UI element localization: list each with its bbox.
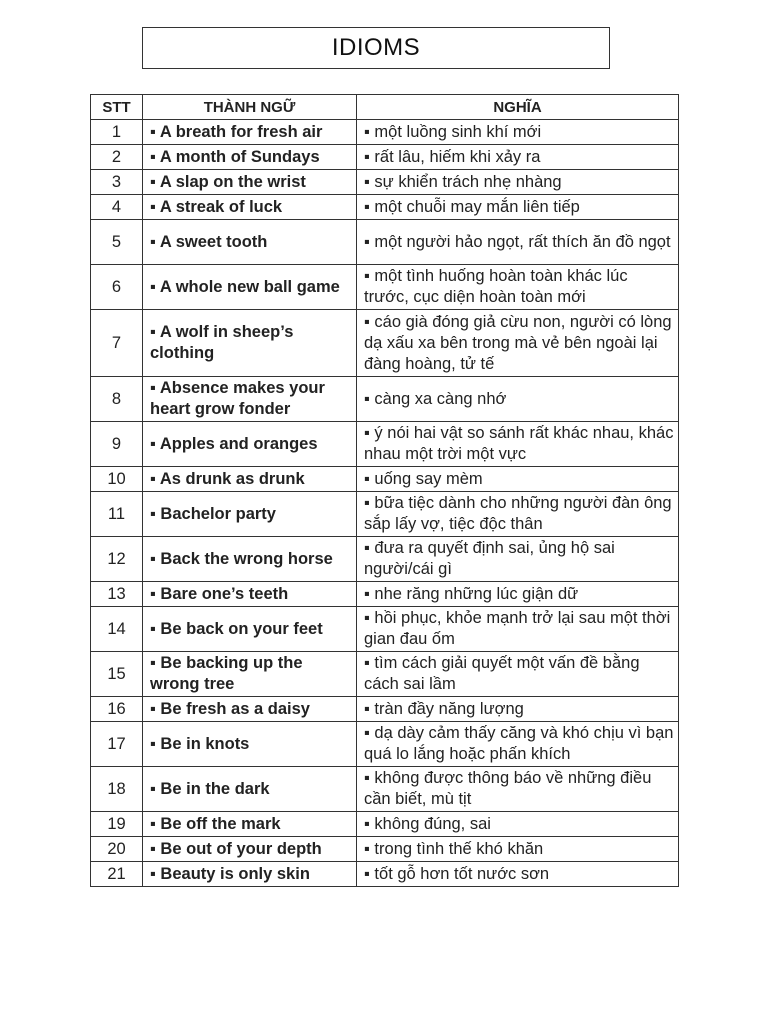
row-number: 21 xyxy=(91,862,143,887)
row-number: 13 xyxy=(91,582,143,607)
idiom-meaning: ▪ không được thông báo về những điều cần biết, mù tịt xyxy=(357,767,679,812)
table-row xyxy=(91,170,679,195)
idiom-phrase: ▪ Beauty is only skin xyxy=(143,862,357,887)
idiom-phrase: ▪ Absence makes your heart grow fonder xyxy=(143,377,357,422)
idiom-meaning: ▪ không đúng, sai xyxy=(357,812,679,837)
table-row xyxy=(91,537,679,582)
idiom-meaning: ▪ một tình huống hoàn toàn khác lúc trước, cục diện hoàn toàn mới xyxy=(357,265,679,310)
idiom-phrase: ▪ Be out of your depth xyxy=(143,837,357,862)
table-row xyxy=(91,722,679,767)
idiom-meaning: ▪ tràn đầy năng lượng xyxy=(357,697,679,722)
row-number: 5 xyxy=(91,220,143,265)
header-stt: STT xyxy=(91,95,143,120)
idiom-meaning: ▪ đưa ra quyết định sai, ủng hộ sai người/cái gì xyxy=(357,537,679,582)
idiom-phrase: ▪ Apples and oranges xyxy=(143,422,357,467)
row-number: 9 xyxy=(91,422,143,467)
idiom-phrase: ▪ A wolf in sheep’s clothing xyxy=(143,310,357,377)
table-row xyxy=(91,607,679,652)
table-row xyxy=(91,582,679,607)
header-meaning: NGHĨA xyxy=(357,95,679,120)
row-number: 7 xyxy=(91,310,143,377)
row-number: 10 xyxy=(91,467,143,492)
idiom-meaning: ▪ càng xa càng nhớ xyxy=(357,377,679,422)
idiom-meaning: ▪ uống say mèm xyxy=(357,467,679,492)
idiom-meaning: ▪ sự khiển trách nhẹ nhàng xyxy=(357,170,679,195)
table-row xyxy=(91,220,679,265)
page-title: IDIOMS xyxy=(142,27,610,69)
table-row xyxy=(91,492,679,537)
idiom-phrase: ▪ A whole new ball game xyxy=(143,265,357,310)
table-row xyxy=(91,467,679,492)
row-number: 8 xyxy=(91,377,143,422)
idiom-phrase: ▪ A breath for fresh air xyxy=(143,120,357,145)
idiom-meaning: ▪ bữa tiệc dành cho những người đàn ông sắp lấy vợ, tiệc độc thân xyxy=(357,492,679,537)
idiom-meaning: ▪ một chuỗi may mắn liên tiếp xyxy=(357,195,679,220)
table-row xyxy=(91,310,679,377)
row-number: 1 xyxy=(91,120,143,145)
idiom-phrase: ▪ Be backing up the wrong tree xyxy=(143,652,357,697)
idiom-phrase: ▪ Bachelor party xyxy=(143,492,357,537)
idiom-meaning: ▪ tìm cách giải quyết một vấn đề bằng cách sai lầm xyxy=(357,652,679,697)
table-row xyxy=(91,145,679,170)
table-body xyxy=(91,120,679,887)
table-row xyxy=(91,862,679,887)
idiom-phrase: ▪ A streak of luck xyxy=(143,195,357,220)
table-row xyxy=(91,697,679,722)
idiom-phrase: ▪ A slap on the wrist xyxy=(143,170,357,195)
idiom-phrase: ▪ Be fresh as a daisy xyxy=(143,697,357,722)
idiom-meaning: ▪ một người hảo ngọt, rất thích ăn đồ ngọt xyxy=(357,220,679,265)
idiom-phrase: ▪ A sweet tooth xyxy=(143,220,357,265)
row-number: 3 xyxy=(91,170,143,195)
idiom-phrase: ▪ Be in the dark xyxy=(143,767,357,812)
row-number: 20 xyxy=(91,837,143,862)
header-row xyxy=(91,95,679,120)
idiom-phrase: ▪ As drunk as drunk xyxy=(143,467,357,492)
idiom-phrase: ▪ A month of Sundays xyxy=(143,145,357,170)
idiom-meaning: ▪ hồi phục, khỏe mạnh trở lại sau một thời gian đau ốm xyxy=(357,607,679,652)
table-row xyxy=(91,837,679,862)
idiom-meaning: ▪ dạ dày cảm thấy căng và khó chịu vì bạn quá lo lắng hoặc phấn khích xyxy=(357,722,679,767)
table-row xyxy=(91,652,679,697)
table-row xyxy=(91,265,679,310)
idiom-phrase: ▪ Bare one’s teeth xyxy=(143,582,357,607)
idiom-meaning: ▪ ý nói hai vật so sánh rất khác nhau, khác nhau một trời một vực xyxy=(357,422,679,467)
table-row xyxy=(91,195,679,220)
row-number: 6 xyxy=(91,265,143,310)
table-row xyxy=(91,377,679,422)
idiom-meaning: ▪ tốt gỗ hơn tốt nước sơn xyxy=(357,862,679,887)
idiom-phrase: ▪ Be back on your feet xyxy=(143,607,357,652)
row-number: 16 xyxy=(91,697,143,722)
idiom-phrase: ▪ Be in knots xyxy=(143,722,357,767)
table-header xyxy=(91,95,679,120)
table-row xyxy=(91,120,679,145)
idiom-phrase: ▪ Back the wrong horse xyxy=(143,537,357,582)
idiom-meaning: ▪ nhe răng những lúc giận dữ xyxy=(357,582,679,607)
idioms-table xyxy=(90,94,679,887)
idiom-meaning: ▪ một luồng sinh khí mới xyxy=(357,120,679,145)
row-number: 17 xyxy=(91,722,143,767)
row-number: 2 xyxy=(91,145,143,170)
row-number: 12 xyxy=(91,537,143,582)
table-row xyxy=(91,422,679,467)
row-number: 19 xyxy=(91,812,143,837)
table-row xyxy=(91,767,679,812)
row-number: 14 xyxy=(91,607,143,652)
idiom-meaning: ▪ rất lâu, hiếm khi xảy ra xyxy=(357,145,679,170)
row-number: 11 xyxy=(91,492,143,537)
idiom-meaning: ▪ trong tình thế khó khăn xyxy=(357,837,679,862)
row-number: 4 xyxy=(91,195,143,220)
idiom-phrase: ▪ Be off the mark xyxy=(143,812,357,837)
table-row xyxy=(91,812,679,837)
row-number: 18 xyxy=(91,767,143,812)
idiom-meaning: ▪ cáo già đóng giả cừu non, người có lòng dạ xấu xa bên trong mà vẻ bên ngoài lại đàng hoàng, tử tế xyxy=(357,310,679,377)
header-phrase: THÀNH NGỮ xyxy=(143,95,357,120)
row-number: 15 xyxy=(91,652,143,697)
